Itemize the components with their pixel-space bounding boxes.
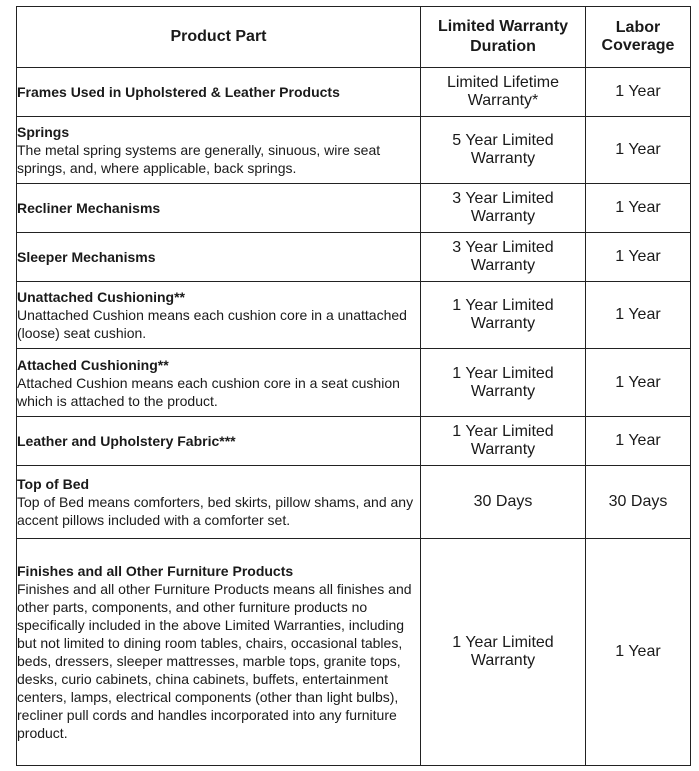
header-labor-coverage [586,7,691,68]
product-part-cell [17,466,421,539]
product-part-description: Attached Cushion means each cushion core in a seat cushion which is attached to the product. [17,374,400,409]
product-part-cell [17,68,421,117]
product-part-cell [17,282,421,349]
labor-coverage-cell: 1 Year [586,184,691,233]
labor-coverage-cell: 1 Year [586,117,691,184]
product-part-title: Springs [17,124,70,140]
header-product-part: Product Part [17,7,421,68]
warranty-duration-value: 1 Year Limited Warranty [452,634,554,669]
labor-coverage-cell: 1 Year [586,282,691,349]
product-part-title: Frames Used in Upholstered & Leather Products [17,84,340,100]
product-part-cell [17,349,421,417]
warranty-duration-cell [421,417,586,466]
warranty-duration-cell [421,68,586,117]
product-part-title: Recliner Mechanisms [17,200,161,216]
table-row [17,282,691,349]
product-part-title: Leather and Upholstery Fabric*** [17,433,236,449]
header-labor-coverage-label: Labor Coverage [601,19,675,54]
product-part-title: Top of Bed [17,476,90,492]
header-row [17,7,691,68]
table-row [17,184,691,233]
product-part-cell [17,233,421,282]
warranty-table [16,6,691,766]
warranty-duration-cell [421,539,586,766]
table-row [17,466,691,539]
warranty-duration-cell [421,117,586,184]
product-part-title: Finishes and all Other Furniture Products [17,563,294,579]
product-part-description: Top of Bed means comforters, bed skirts, pillow shams, and any accent pillows included with a comforter set. [17,494,414,528]
labor-coverage-cell: 30 Days [586,466,691,539]
table-row [17,349,691,417]
warranty-duration-cell [421,184,586,233]
table-row [17,68,691,117]
warranty-duration-cell [421,282,586,349]
table-row [17,233,691,282]
warranty-duration-cell [421,466,586,539]
warranty-duration-value: 3 Year Limited Warranty [452,239,554,274]
header-warranty-duration [421,7,586,68]
labor-coverage-cell: 1 Year [586,68,691,117]
product-part-description: Finishes and all other Furniture Products means all finishes and other parts, components, and other furniture products no specifically included in the above Limited Warranties, including but not limited to dining room tables, chairs, occasional tables, beds, dressers, sleeper mattresses, marble tops, granite tops, desks, curio cabinets, china cabinets, buffets, entertainment centers, lamps, electrical components (other than light bulbs), recliner pull cords and handles incorporated into any furniture product. [17,581,412,741]
warranty-duration-value: 1 Year Limited Warranty [452,423,554,458]
product-part-title: Attached Cushioning** [17,356,169,373]
warranty-duration-cell [421,349,586,417]
product-part-cell [17,417,421,466]
warranty-duration-value: Limited Lifetime Warranty* [446,74,560,109]
warranty-duration-value: 1 Year Limited Warranty [452,297,554,332]
warranty-duration-value: 5 Year Limited Warranty [452,132,554,167]
header-warranty-duration-label: Limited Warranty Duration [437,18,569,55]
table-row [17,417,691,466]
labor-coverage-cell: 1 Year [586,539,691,766]
product-part-cell [17,539,421,766]
product-part-description: Unattached Cushion means each cushion core in a unattached (loose) seat cushion. [17,307,407,341]
product-part-description: The metal spring systems are generally, sinuous, wire seat springs, and, where applicable, back springs. [17,142,381,176]
labor-coverage-cell: 1 Year [586,417,691,466]
warranty-duration-value: 30 Days [473,493,533,510]
product-part-title: Unattached Cushioning** [17,289,186,305]
labor-coverage-cell: 1 Year [586,349,691,417]
warranty-duration-cell [421,233,586,282]
labor-coverage-cell: 1 Year [586,233,691,282]
warranty-duration-value: 3 Year Limited Warranty [452,190,554,225]
product-part-cell [17,117,421,184]
table-row [17,117,691,184]
table-row [17,539,691,766]
product-part-cell [17,184,421,233]
warranty-duration-value: 1 Year Limited Warranty [452,364,554,400]
product-part-title: Sleeper Mechanisms [17,249,156,265]
